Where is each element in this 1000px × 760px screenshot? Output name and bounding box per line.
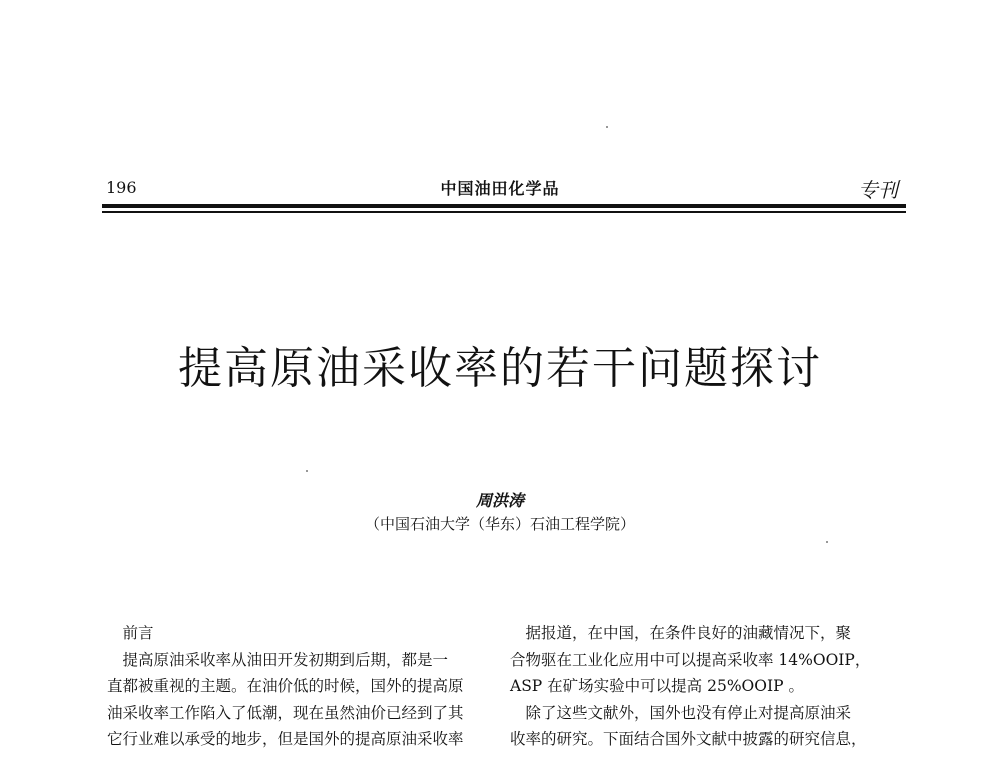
journal-title: 中国油田化学品 (440, 179, 560, 198)
scan-speck (826, 541, 828, 543)
header-rule-thick (102, 204, 906, 208)
body-line: 油采收率工作陷入了低潮，现在虽然油价已经到了其 (107, 703, 464, 722)
section-heading: 前言 (107, 624, 154, 642)
author-name: 周洪涛 (475, 491, 524, 510)
scan-speck (306, 470, 308, 472)
body-line: 收率的研究。下面结合国外文献中披露的研究信息， (510, 730, 867, 748)
body-line: ASP 在矿场实验中可以提高 25%OOIP 。 (510, 677, 804, 695)
scan-speck (606, 126, 608, 128)
author-affiliation: （中国石油大学（华东）石油工程学院） (364, 515, 635, 533)
right-column (510, 620, 906, 753)
body-line: 它行业难以承受的地步，但是国外的提高原油采收率 (107, 730, 464, 748)
body-line: 除了这些文献外，国外也没有停止对提高原油采 (510, 703, 852, 722)
body-line: 直都被重视的主题。在油价低的时候，国外的提高原 (107, 677, 464, 695)
issue-label: 专刊 (858, 178, 898, 202)
header-rule-thin (102, 211, 906, 213)
page-number: 196 (106, 178, 137, 197)
left-column (107, 620, 501, 753)
article-title: 提高原油采收率的若干问题探讨 (178, 343, 822, 394)
body-line: 合物驱在工业化应用中可以提高采收率 14%OOIP， (510, 650, 871, 669)
body-line: 提高原油采收率从油田开发初期到后期，都是一 (107, 650, 449, 669)
body-line: 据报道，在中国，在条件良好的油藏情况下，聚 (510, 624, 852, 642)
